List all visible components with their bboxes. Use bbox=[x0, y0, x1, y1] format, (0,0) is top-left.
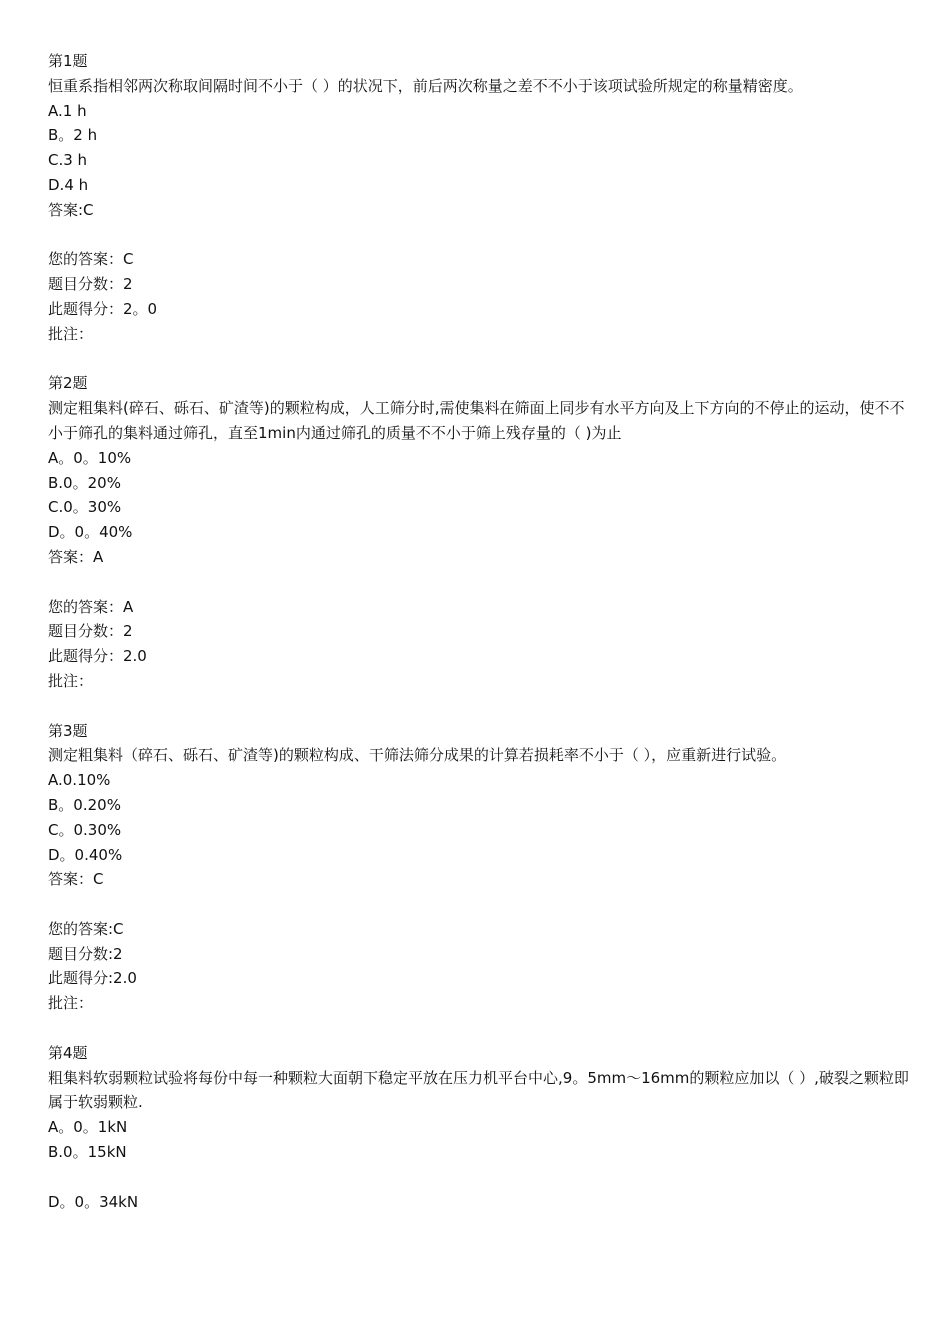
spacer bbox=[48, 1016, 910, 1041]
spacer bbox=[48, 694, 910, 719]
document-page bbox=[48, 49, 910, 1214]
answer: 答案：C bbox=[48, 870, 104, 889]
question-3 bbox=[48, 719, 910, 1041]
option-a: A。0。1kN bbox=[48, 1118, 128, 1137]
option-d: D。0。40% bbox=[48, 523, 133, 542]
option-d: D。0。34kN bbox=[48, 1192, 139, 1211]
question-title: 第3题 bbox=[48, 721, 88, 740]
question-text: 测定粗集料（碎石、砾石、矿渣等)的颗粒构成、干筛法筛分成果的计算若损耗率不小于（ ），应重新进行试验。 bbox=[48, 746, 787, 765]
question-text: 粗集料软弱颗粒试验将每份中每一种颗粒大面朝下稳定平放在压力机平台中心,9。5mm～16mm的颗粒应加以（ ）,破裂之颗粒即属于软弱颗粒. bbox=[48, 1068, 909, 1112]
note: 批注： bbox=[48, 671, 94, 690]
question-text: 恒重系指相邻两次称取间隔时间不小于（ ）的状况下，前后两次称量之差不不小于该项试验所规定的称量精密度。 bbox=[48, 76, 803, 95]
earned-score: 此题得分：2.0 bbox=[48, 647, 147, 666]
question-4 bbox=[48, 1041, 910, 1215]
option-b: B.0。15kN bbox=[48, 1143, 127, 1162]
note: 批注： bbox=[48, 994, 94, 1013]
question-score: 题目分数：2 bbox=[48, 275, 133, 294]
earned-score: 此题得分:2.0 bbox=[48, 969, 137, 988]
option-c: C。0.30% bbox=[48, 820, 122, 839]
option-d: D.4 h bbox=[48, 175, 89, 194]
question-title: 第2题 bbox=[48, 374, 88, 393]
option-a: A.1 h bbox=[48, 101, 87, 120]
question-text: 测定粗集料(碎石、砾石、矿渣等)的颗粒构成，人工筛分时,需使集料在筛面上同步有水平方向及上下方向的不停止的运动，使不不小于筛孔的集料通过筛孔，直至1min内通过筛孔的质量不不小于筛上残存量的（ )为止 bbox=[48, 399, 905, 442]
your-answer: 您的答案：A bbox=[48, 597, 134, 616]
spacer bbox=[48, 223, 910, 248]
option-c: C.3 h bbox=[48, 151, 88, 170]
earned-score: 此题得分：2。0 bbox=[48, 299, 158, 318]
answer: 答案:C bbox=[48, 200, 94, 219]
question-2 bbox=[48, 371, 910, 718]
your-answer: 您的答案：C bbox=[48, 250, 134, 269]
answer: 答案：A bbox=[48, 547, 104, 566]
option-d: D。0.40% bbox=[48, 845, 123, 864]
question-title: 第4题 bbox=[48, 1043, 88, 1062]
spacer bbox=[48, 570, 910, 595]
spacer bbox=[48, 892, 910, 917]
question-score: 题目分数：2 bbox=[48, 622, 133, 641]
question-title: 第1题 bbox=[48, 52, 88, 70]
question-score: 题目分数:2 bbox=[48, 944, 123, 963]
option-b: B.0。20% bbox=[48, 473, 121, 492]
spacer bbox=[48, 1165, 910, 1190]
option-c: C.0。30% bbox=[48, 498, 122, 517]
option-b: B。2 h bbox=[48, 126, 98, 145]
spacer bbox=[48, 347, 910, 372]
your-answer: 您的答案:C bbox=[48, 919, 124, 938]
note: 批注： bbox=[48, 324, 94, 343]
option-a: A.0.10% bbox=[48, 771, 111, 790]
question-1 bbox=[48, 49, 910, 371]
option-b: B。0.20% bbox=[48, 795, 121, 814]
option-a: A。0。10% bbox=[48, 448, 132, 467]
